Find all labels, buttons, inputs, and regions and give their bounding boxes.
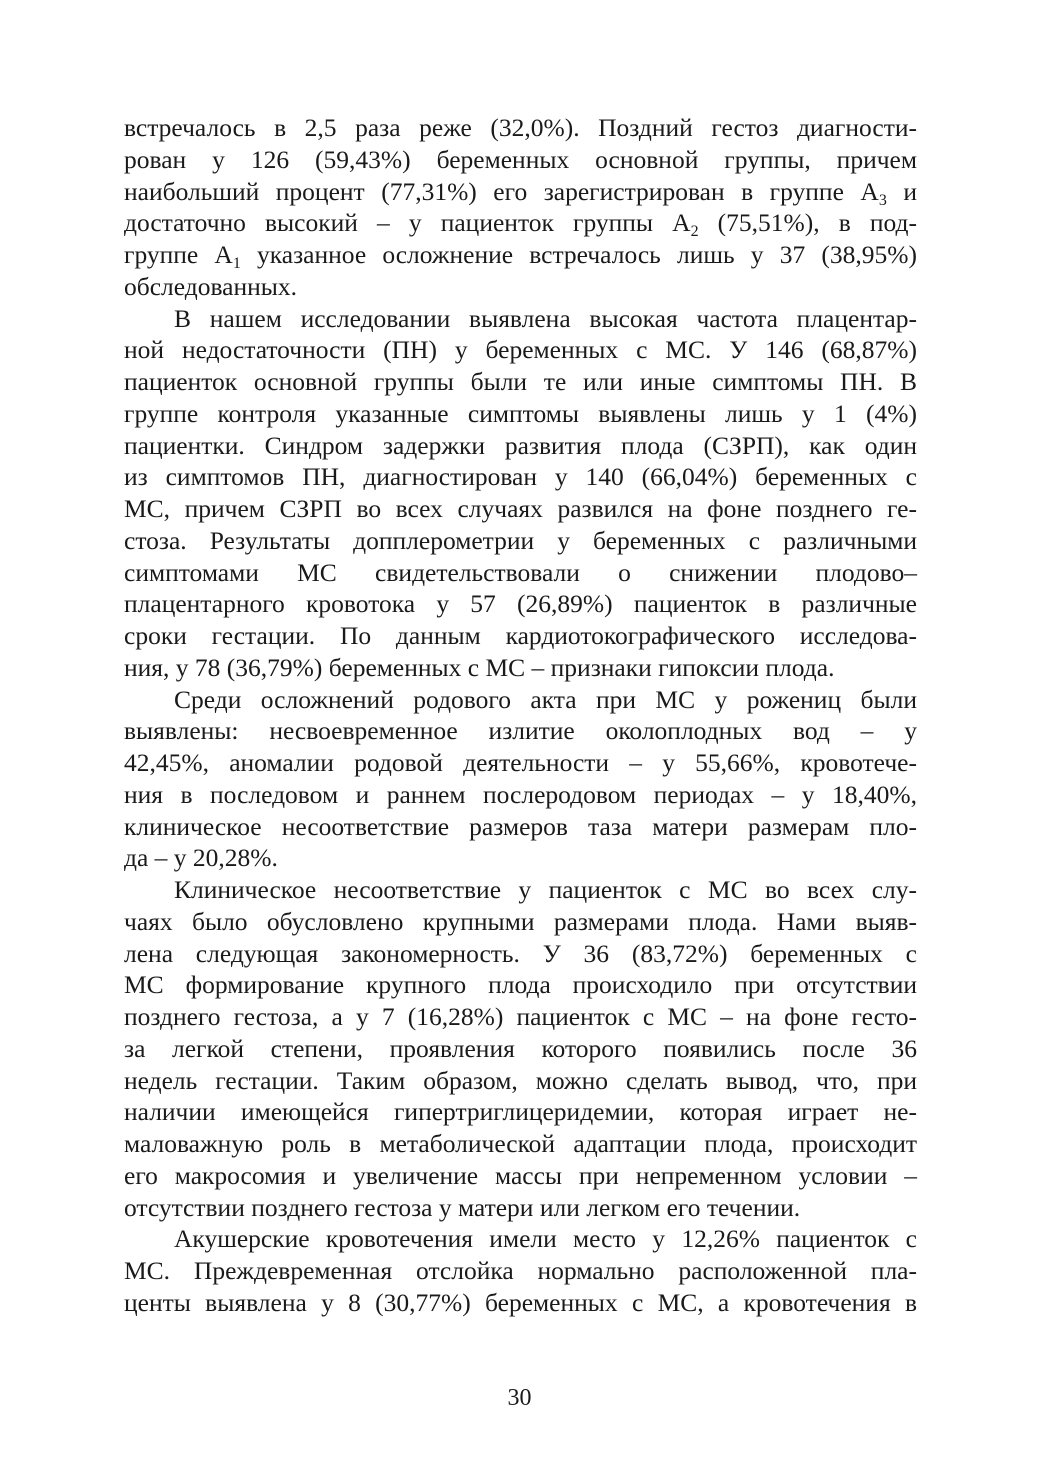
text-line: лена следующая закономерность. У 36 (83,72%) беременных с — [124, 938, 917, 968]
text-line: 42,45%, аномалии родовой деятельности – у 55,66%, кровотече- — [124, 748, 917, 777]
text-line: пациенток основной группы были те или иные симптомы ПН. В — [124, 367, 917, 396]
text-line: встречалось в 2,5 раза реже (32,0%). Поздний гестоз диагности- — [124, 113, 917, 142]
text-line: группе контроля указанные симптомы выявлены лишь у 1 (4%) — [124, 398, 917, 428]
subscript: 3 — [878, 191, 887, 209]
paragraph — [124, 1223, 917, 1318]
text-line: ния в последовом и раннем послеродовом периодах – у 18,40%, — [124, 779, 917, 809]
subscript: 1 — [232, 255, 241, 272]
text-line: достаточно высокий – у пациенток группы А2 (75,51%), в под- — [124, 208, 917, 241]
text-line: плацентарного кровотока у 57 (26,89%) пациенток в различные — [124, 589, 917, 619]
document-page-text — [124, 112, 917, 1319]
text-line: клиническое несоответствие размеров таза матери размерам пло- — [124, 811, 917, 841]
text-line: наличии имеющейся гипертриглицеридемии, которая играет не- — [124, 1097, 917, 1127]
text-line: выявлены: несвоевременное излитие околоплодных вод – у — [124, 716, 917, 746]
text-line: его макросомия и увеличение массы при непременном условии – — [124, 1160, 917, 1190]
text-line: отсутствии позднего гестоза у матери или легком его течении. — [124, 1192, 801, 1222]
text-line: из симптомов ПН, диагностирован у 140 (66,04%) беременных с — [124, 462, 917, 492]
text-line: ной недостаточности (ПН) у беременных с МС. У 146 (68,87%) — [124, 335, 917, 365]
text-line: симптомами МС свидетельствовали о снижении плодово– — [124, 557, 917, 587]
subscript: 2 — [690, 223, 699, 241]
text-line: да – у 20,28%. — [124, 843, 278, 873]
text-line: В нашем исследовании выявлена высокая частота плацентар- — [174, 303, 917, 333]
text-line: за легкой степени, проявления которого появились после 36 — [124, 1033, 917, 1063]
paragraph — [124, 874, 917, 1223]
text-line: маловажную роль в метаболической адаптации плода, происходит — [124, 1129, 917, 1158]
text-line: обследованных. — [124, 271, 298, 301]
text-line: Акушерские кровотечения имели место у 12,26% пациенток с — [174, 1224, 917, 1254]
text-line: МС формирование крупного плода происходило при отсутствии — [124, 970, 917, 1000]
text-line: сроки гестации. По данным кардиотокографического исследова- — [124, 621, 917, 650]
text-line: пациентки. Синдром задержки развития плода (СЗРП), как один — [124, 430, 917, 460]
page-number: 30 — [507, 1385, 532, 1411]
text-line: ния, у 78 (36,79%) беременных с МС – признаки гипоксии плода. — [124, 652, 835, 682]
text-line: группе А1 указанное осложнение встречалось лишь у 37 (38,95%) — [124, 240, 917, 272]
text-line: центы выявлена у 8 (30,77%) беременных с МС, а кровотечения в — [124, 1287, 917, 1317]
paragraph — [124, 112, 917, 303]
paragraph — [124, 684, 917, 875]
text-line: чаях было обусловлено крупными размерами плода. Нами выяв- — [124, 906, 917, 936]
text-line: МС, причем СЗРП во всех случаях развился на фоне позднего ге- — [124, 494, 917, 523]
text-line: позднего гестоза, а у 7 (16,28%) пациенток с МС – на фоне гесто- — [124, 1002, 917, 1031]
text-line: стоза. Результаты допплерометрии у беременных с различными — [124, 525, 917, 555]
text-line: недель гестации. Таким образом, можно сделать вывод, что, при — [124, 1065, 917, 1095]
text-line: Клиническое несоответствие у пациенток с МС во всех слу- — [174, 875, 917, 904]
text-line: наибольший процент (77,31%) его зарегистрирован в группе А3 и — [124, 176, 917, 209]
text-line: рован у 126 (59,43%) беременных основной группы, причем — [124, 144, 917, 174]
paragraph — [124, 303, 917, 684]
text-line: Среди осложнений родового акта при МС у рожениц были — [174, 684, 917, 714]
text-line: МС. Преждевременная отслойка нормально расположенной пла- — [124, 1256, 917, 1285]
